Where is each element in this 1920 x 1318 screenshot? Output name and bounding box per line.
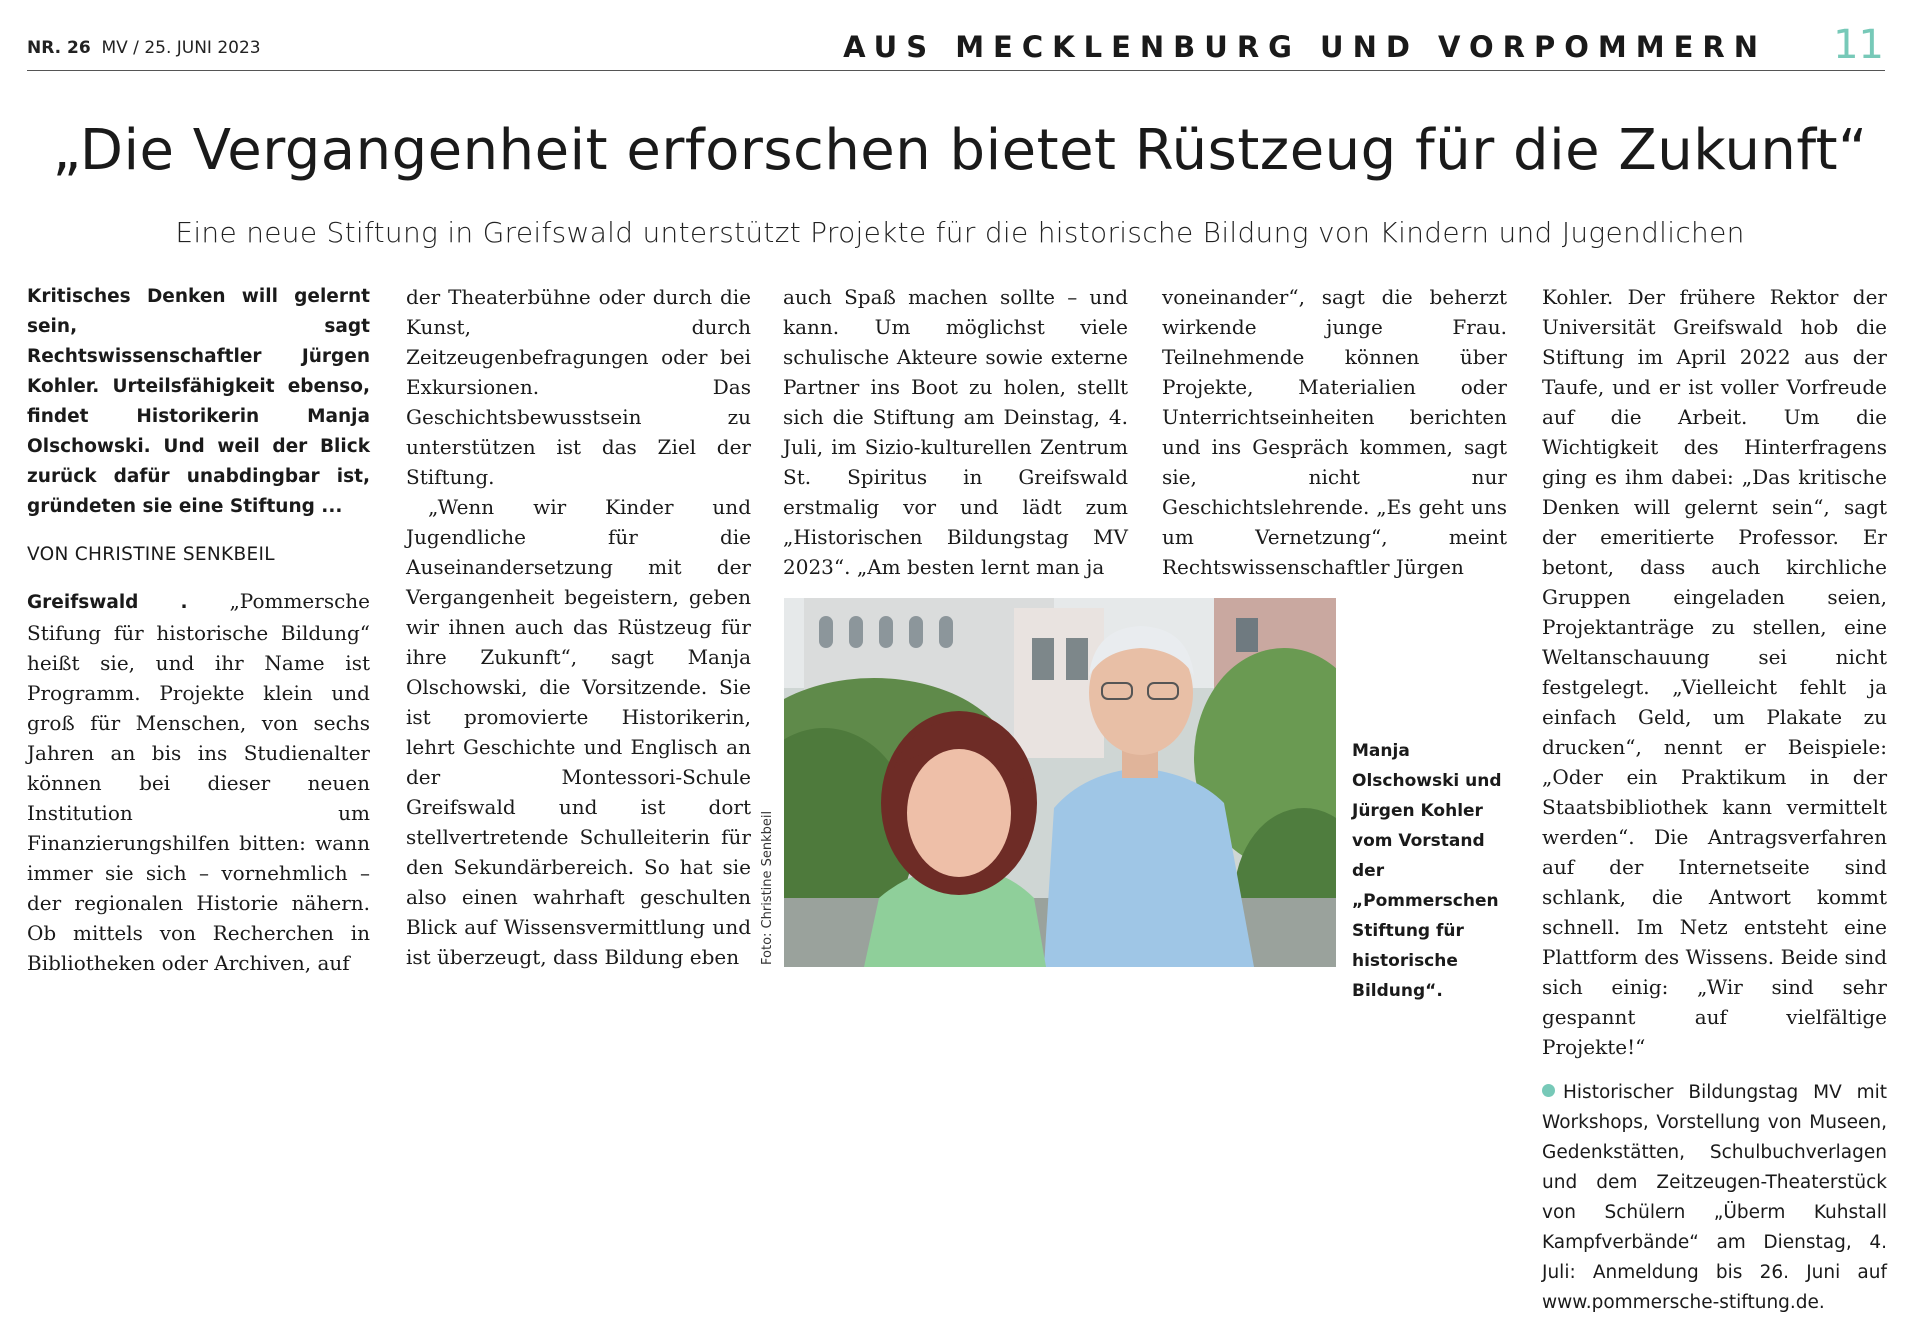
body-text-col2b: „Wenn wir Kinder und Jugendliche für die Auseinandersetzung mit der Vergangenheit begeistern, geben wir ihnen auch das Rüstzeug für ihre Zukunft“, sagt Manja Olschowski, die Vorsitzende. Sie ist promovierte Historikerin, lehrt Geschichte und Englisch an der Montessori-Schule Greifswald und ist dort stellvertretende Schulleiterin für den Sekundärbereich. So hat sie also einen wahrhaft geschulten Blick auf Wissensvermittlung und ist überzeugt, dass Bildung eben [406, 495, 751, 969]
body-paragraph-1 [27, 586, 370, 978]
header-rule [27, 70, 1885, 71]
body-text-col3: auch Spaß machen sollte – und kann. Um möglichst viele schulische Akteure sowie externe Partner ins Boot zu holen, stellt sich die Stiftung am Deinstag, 4. Juli, im Sizio-kulturellen Zentrum St. Spiritus in Greifswald erstmalig vor und lädt zum „Historischen Bildungstag MV 2023“. „Am besten lernt man ja [783, 285, 1128, 579]
byline: VON CHRISTINE SENKBEIL [27, 544, 275, 565]
headline: „Die Vergangenheit erforschen bietet Rüstzeug für die Zukunft“ [52, 118, 1868, 183]
column-1 [27, 282, 370, 978]
subheadline: Eine neue Stiftung in Greifswald unterstützt Projekte für die historische Bildung von Kindern und Jugendlichen [175, 216, 1745, 249]
lead-paragraph: Kritisches Denken will gelernt sein, sagt Rechtswissenschaftler Jürgen Kohler. Urteilsfähigkeit ebenso, findet Historikerin Manja Olschowski. Und weil der Blick zurück dafür unabdingbar ist, gründeten sie eine Stiftung ... [27, 286, 370, 517]
body-text-col1: „Pommersche Stifung für historische Bildung“ heißt sie, und ihr Name ist Programm. Projekte klein und groß für Menschen, von sechs Jahren an bis ins Studienalter können bei dieser neuen Institution um Finanzierungshilfen bitten: wann immer sie sich – vornehmlich – der regionalen Historie nähern. Ob mittels von Recherchen in Bibliotheken oder Archiven, auf [27, 589, 370, 975]
column-3 [783, 282, 1128, 582]
page-number: 11 [1833, 22, 1884, 68]
body-text-col4: voneinander“, sagt die beherzt wirkende junge Frau. Teilnehmende können über Projekte, Materialien oder Unterrichtseinheiten berichten und ins Gespräch kommen, sagt sie, nicht nur Geschichtslehrende. „Es geht uns um Vernetzung“, meint Rechtswissenschaftler Jürgen [1162, 285, 1507, 579]
issue-edition: MV / 25. JUNI 2023 [101, 38, 261, 58]
bullet-dot-icon [1542, 1084, 1555, 1097]
issue-number: NR. 26 [27, 38, 91, 58]
photo-credit: Foto: Christine Senkbeil [760, 810, 775, 965]
article-photo [784, 598, 1336, 967]
photo-illustration [784, 598, 1336, 967]
section-title: AUS MECKLENBURG UND VORPOMMERN [843, 30, 1767, 64]
column-2 [406, 282, 751, 972]
column-5 [1542, 282, 1887, 1318]
body-text-col5: Kohler. Der frühere Rektor der Universität Greifswald hob die Stiftung im April 2022 aus der Taufe, und er ist voller Vorfreude auf die Arbeit. Um die Wichtigkeit des Hinterfragens ging es ihm dabei: „Das kritische Denken will gelernt sein“, sagt der emeritierte Professor. Er betont, dass auch kirchliche Gruppen eingeladen seien, Projektanträge zu stellen, eine Weltanschauung sei nicht festgelegt. „Vielleicht fehlt ja einfach Geld, um Plakate zu drucken“, nennt er Beispiele: „Oder ein Praktikum in der Staatsbibliothek kann vermittelt werden“. Die Antragsverfahren auf der Internetseite sind schlank, die Antwort kommt schnell. Im Netz entsteht eine Plattform des Wissens. Beide sind sich einig: „Wir sind sehr gespannt auf vielfältige Projekte!“ [1542, 285, 1887, 1059]
dateline: Greifswald . [27, 592, 188, 613]
body-text-col2a: der Theaterbühne oder durch die Kunst, durch Zeitzeugenbefragungen oder bei Exkursionen. Das Geschichtsbewusstsein zu unterstützen ist das Ziel der Stiftung. [406, 285, 751, 489]
infobox: Historischer Bildungstag MV mit Workshops, Vorstellung von Museen, Gedenkstätten, Schulbuchverlagen und dem Zeitzeugen-Theaterstück von Schülern „Überm Kuhstall Kampfverbände“ am Dienstag, 4. Juli: Anmeldung bis 26. Juni auf www.pommersche-stiftung.de. [1542, 1082, 1887, 1313]
photo-caption: Manja Olschowski und Jürgen Kohler vom Vorstand der „Pommerschen Stiftung für historische Bildung“. [1352, 741, 1502, 1001]
column-4 [1162, 282, 1507, 582]
issue-info [27, 38, 261, 58]
